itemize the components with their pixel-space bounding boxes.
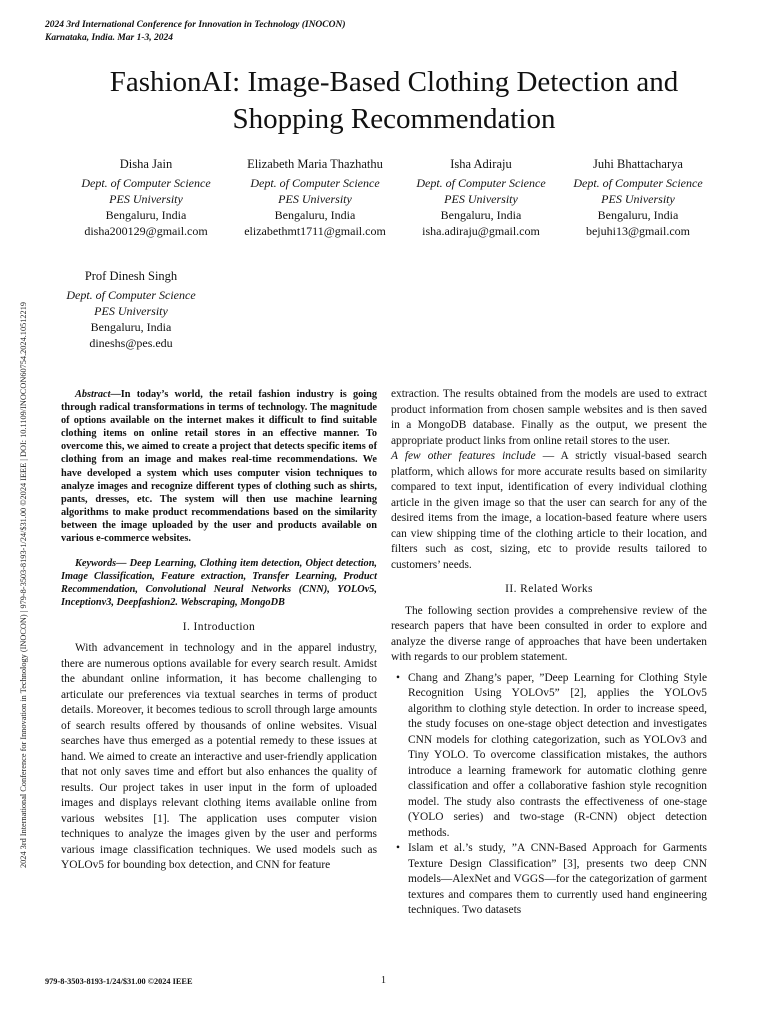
author-dept: Dept. of Computer Science [250, 176, 380, 190]
author-name: Disha Jain [119, 157, 173, 171]
conference-header [45, 19, 346, 45]
author-name: Prof Dinesh Singh [84, 269, 178, 283]
features-label: A few other features include [391, 450, 536, 462]
author-location: Bengaluru, India [597, 208, 679, 222]
author-email: isha.adiraju@gmail.com [422, 224, 540, 238]
related-works-intro: The following section provides a comprehensive review of the research papers that have been consulted in order to explore and analyze the diverse range of approaches that have been undertaken with regards to our problem statement. [391, 604, 707, 663]
author-email: bejuhi13@gmail.com [585, 224, 691, 238]
conference-name: 2024 3rd International Conference for Innovation in Technology (INOCON) [45, 20, 346, 30]
author-university: PES University [109, 192, 183, 206]
author-location: Bengaluru, India [274, 208, 356, 222]
author-block [396, 156, 566, 239]
author-email: elizabethmt1711@gmail.com [244, 224, 386, 238]
list-item: • Islam et al.’s study, ”A CNN-Based Approach for Garments Texture Design Classification” [3], presents two deep CNN models—AlexNet and VGGS—for the categorization of garment textures and compares them to currently used hand engineering techniques. Two datasets [408, 841, 707, 919]
author-block [46, 268, 216, 351]
author-email: disha200129@gmail.com [84, 224, 208, 238]
author-dept: Dept. of Computer Science [66, 288, 196, 302]
introduction-paragraph: With advancement in technology and in the apparel industry, there are numerous options available for every search result. Amidst the abundant online information, it has become challenging to articulate our preferences via textual searches in terms of product details. Moreover, it becomes tedious to scroll through large amounts of search results offered by thousands of online websites. Visual searches have thus emerged as a potential remedy to these issues at hand. We aimed to create an interactive and user-friendly application that not only saves time and effort but also enhances the quality of results. Our project takes in user input in the form of uploaded images and displays relevant clothing items available online from various websites [1]. The application uses computer vision techniques to analyze the images given by the user and performs various image classification techniques. We used models such as YOLOv5 for bounding box detection, and CNN for feature [61, 642, 377, 871]
abstract-text: —In today’s world, the retail fashion industry is going through radical transformations in terms of technology. The magnitude of options available on the internet makes it difficult to find suitable clothing items on online retail stores in an effective manner. To overcome this, we aimed to create a project that detects specific items of clothing from an image and makes real-time recommendations. We have developed a system which uses computer vision techniques to analyze images and recognize different types of clothing such as shirts, pants, dresses, etc. The system will then use machine learning algorithms to make product recommendations based on the similarity between the image uploaded by the user and products available on various e-commerce websites. [61, 389, 377, 545]
author-name: Elizabeth Maria Thazhathu [247, 157, 383, 171]
author-block [61, 156, 231, 239]
author-dept: Dept. of Computer Science [81, 176, 211, 190]
section-heading-related-works: II. Related Works [505, 583, 593, 595]
features-paragraph [391, 449, 707, 573]
author-university: PES University [94, 304, 168, 318]
author-university: PES University [601, 192, 675, 206]
author-university: PES University [278, 192, 352, 206]
author-location: Bengaluru, India [440, 208, 522, 222]
page-number: 1 [381, 975, 386, 986]
author-location: Bengaluru, India [90, 320, 172, 334]
author-name: Isha Adiraju [450, 157, 512, 171]
related-works-list [391, 671, 707, 919]
title-line-1: FashionAI: Image-Based Clothing Detection and [109, 66, 679, 98]
author-block [230, 156, 400, 239]
author-email: dineshs@pes.edu [89, 336, 173, 350]
abstract [61, 388, 377, 545]
abstract-label: Abstract [75, 389, 111, 400]
conference-location: Karnataka, India. Mar 1-3, 2024 [45, 33, 174, 43]
paper-title [60, 64, 728, 138]
footer-copyright: 979-8-3503-8193-1/24/$31.00 ©2024 IEEE [45, 977, 193, 986]
author-name: Juhi Bhattacharya [593, 157, 683, 171]
keywords: Keywords— Deep Learning, Clothing item detection, Object detection, Image Classification, Feature extraction, Transfer Learning, Product Recommendation, Convolutional Neural Networks (CNN), YOLOv5, Inceptionv3, Deepfashion2. Webscraping, MongoDB [61, 558, 377, 609]
left-column [61, 388, 377, 874]
section-heading-introduction: I. Introduction [182, 620, 256, 633]
author-location: Bengaluru, India [105, 208, 187, 222]
list-item: • Chang and Zhang’s paper, ”Deep Learning for Clothing Style Recognition Using YOLOv5” [2], applies the YOLOv5 algorithm to clothing style detection. In order to increase speed, the study focuses on one-stage object detection and investigates CNN models for clothing categorization, such as YOLOv3 and Tiny YOLO. To overcome classification mistakes, the authors introduce a learning framework for automatic clothing genre classification and offer a collaborative fashion style recognition model. The study also contrasts the effectiveness of one-stage (YOLO series) and two-stage (R-CNN) object detection methods. [408, 671, 707, 842]
title-line-2: Shopping Recommendation [232, 103, 556, 135]
features-text: — A strictly visual-based search platform, which allows for more accurate results based on similarity compared to text input, identification of every individual clothing article in the given image so that the user can search for any of the desired items from the image, a location-based feature where users can view shipping time of the clothing article to their location, and filters such as cost, sizing, etc to provide results tailored to customers’ needs. [391, 450, 707, 571]
side-doi-banner: 2024 3rd International Conference for Innovation in Technology (INOCON) | 979-8-3503-8193-1/24/$31.00 ©2024 IEEE | DOI: 10.1109/INOCON60754.2024.10512219 [19, 302, 28, 868]
author-block [553, 156, 723, 239]
intro-continuation: extraction. The results obtained from the models are used to extract product information from chosen sample websites and is then saved in a MongoDB database. Finally as the output, we present the appropriate product links from online retail stores to the user. [391, 388, 707, 447]
right-column [391, 387, 707, 919]
author-dept: Dept. of Computer Science [416, 176, 546, 190]
author-dept: Dept. of Computer Science [573, 176, 703, 190]
author-university: PES University [444, 192, 518, 206]
